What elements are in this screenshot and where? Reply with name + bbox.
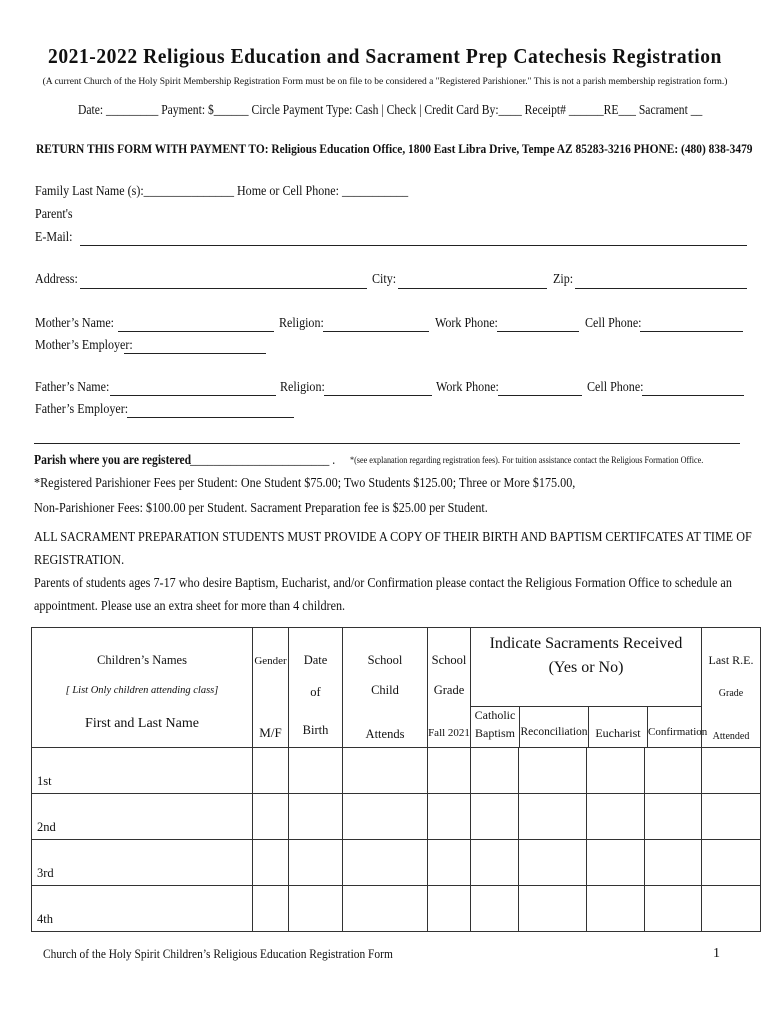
father-work-phone-field[interactable] [498, 395, 582, 396]
grade-label: Grade [433, 683, 465, 697]
table-cell[interactable] [428, 886, 471, 932]
gender-header [253, 628, 289, 748]
mother-cell-phone-field[interactable] [640, 331, 743, 332]
table-cell[interactable] [702, 794, 761, 840]
address-label: Address: [35, 272, 78, 287]
table-row [32, 794, 761, 840]
zip-field[interactable] [575, 288, 747, 289]
school-label: School [367, 653, 403, 667]
table-cell[interactable] [428, 748, 471, 794]
reconciliation-label: Reconciliation [520, 726, 588, 738]
table-row [32, 840, 761, 886]
school-grade-school-label: School [431, 653, 467, 667]
father-name-label: Father’s Name: [35, 380, 110, 395]
table-cell[interactable] [519, 840, 587, 886]
row-label: 3rd [37, 866, 54, 880]
address-field[interactable] [80, 288, 367, 289]
father-name-field[interactable] [110, 395, 276, 396]
table-cell[interactable] [343, 840, 428, 886]
eucharist-label: Eucharist [595, 726, 641, 740]
sacraments-header [471, 628, 708, 748]
yes-no-label: (Yes or No) [548, 659, 624, 676]
eucharist-header [589, 707, 648, 747]
child-name-cell[interactable] [32, 748, 253, 794]
table-cell[interactable] [289, 840, 343, 886]
gender-label: Gender [254, 655, 287, 667]
mother-work-phone-label: Work Phone: [435, 316, 498, 331]
table-cell[interactable] [471, 748, 519, 794]
form-subtitle: (A current Church of the Holy Spirit Membership Registration Form must be on file to be considered a "Registered Parishioner." This is not a parish membership registration form.) [42, 77, 728, 87]
table-row [32, 886, 761, 932]
baptism-label: Baptism [474, 726, 515, 740]
birth-label: Birth [302, 723, 329, 737]
mother-cell-phone-label: Cell Phone: [585, 316, 642, 331]
list-only-note: [ List Only children attending class] [65, 685, 219, 696]
table-cell[interactable] [471, 794, 519, 840]
table-cell[interactable] [471, 840, 519, 886]
row-label: 4th [37, 912, 53, 926]
table-cell[interactable] [289, 886, 343, 932]
table-row [32, 748, 761, 794]
child-label: Child [371, 683, 399, 697]
table-cell[interactable] [587, 886, 645, 932]
father-cell-phone-label: Cell Phone: [587, 380, 644, 395]
children-names-label: Children’s Names [97, 653, 187, 667]
email-label: E-Mail: [35, 230, 73, 245]
row-label: 1st [37, 774, 52, 788]
father-work-phone-label: Work Phone: [436, 380, 499, 395]
table-header-row [32, 628, 761, 748]
city-label: City: [372, 272, 397, 287]
child-name-cell[interactable] [32, 794, 253, 840]
table-cell[interactable] [587, 840, 645, 886]
return-address: RETURN THIS FORM WITH PAYMENT TO: Religious Education Office, 1800 East Libra Drive, Tempe AZ 85283-3216 PHONE: (480) 838-3479 [36, 141, 753, 156]
father-religion-label: Religion: [280, 380, 325, 395]
confirmation-label: Confirmation [648, 726, 708, 738]
reconciliation-header [520, 707, 589, 747]
last-re-label: Last R.E. [708, 653, 754, 667]
table-cell[interactable] [519, 794, 587, 840]
of-label: of [310, 685, 321, 699]
page-footer: Church of the Holy Spirit Children’s Religious Education Registration Form [43, 946, 393, 961]
first-last-name-label: First and Last Name [85, 716, 199, 731]
fall-2021-label: Fall 2021 [428, 727, 470, 739]
table-cell[interactable] [253, 748, 289, 794]
school-child-attends-header [343, 628, 428, 748]
mf-label: M/F [259, 725, 282, 740]
last-grade-label: Grade [718, 688, 744, 699]
non-parishioner-fees: Non-Parishioner Fees: $100.00 per Student. Sacrament Preparation fee is $25.00 per Student. [34, 500, 488, 515]
table-cell[interactable] [343, 886, 428, 932]
indicate-sacraments-label: Indicate Sacraments Received [489, 635, 683, 652]
parish-field[interactable]: ________________________ . [190, 452, 336, 467]
form-title: 2021-2022 Religious Education and Sacrament Prep Catechesis Registration [48, 44, 722, 68]
table-cell[interactable] [587, 748, 645, 794]
mother-name-field[interactable] [118, 331, 274, 332]
table-cell[interactable] [343, 794, 428, 840]
parents-instructions-cont: appointment. Please use an extra sheet for more than 4 children. [34, 598, 346, 613]
parents-instructions: Parents of students ages 7-17 who desire Baptism, Eucharist, and/or Confirmation please contact the Religious Formation Office to schedule an [34, 575, 732, 590]
mother-employer-field[interactable] [124, 353, 266, 354]
table-cell[interactable] [428, 794, 471, 840]
father-employer-label: Father’s Employer: [35, 402, 129, 417]
parents-label: Parent's [35, 207, 73, 222]
mother-religion-label: Religion: [279, 316, 324, 331]
school-grade-header [428, 628, 471, 748]
mother-work-phone-field[interactable] [497, 331, 579, 332]
mother-religion-field[interactable] [323, 331, 429, 332]
table-cell[interactable] [253, 840, 289, 886]
table-cell[interactable] [587, 794, 645, 840]
table-cell[interactable] [253, 794, 289, 840]
confirmation-header [648, 707, 708, 747]
table-cell[interactable] [289, 748, 343, 794]
child-name-cell[interactable] [32, 840, 253, 886]
certificate-notice-cont: REGISTRATION. [34, 552, 125, 567]
table-cell[interactable] [519, 748, 587, 794]
table-cell[interactable] [428, 840, 471, 886]
zip-label: Zip: [553, 272, 574, 287]
catholic-baptism-header [471, 707, 520, 747]
email-field[interactable] [80, 245, 747, 246]
father-religion-field[interactable] [324, 395, 432, 396]
family-last-name-field[interactable]: Family Last Name (s):_______________ Home or Cell Phone: ___________ [35, 184, 409, 199]
attends-label: Attends [365, 727, 405, 741]
table-cell[interactable] [702, 748, 761, 794]
last-re-grade-header [702, 628, 761, 748]
registered-fees: *Registered Parishioner Fees per Student: One Student $75.00; Two Students $125.00; Three or More $175.00, [34, 475, 576, 490]
row-label: 2nd [37, 820, 56, 834]
child-name-cell[interactable] [32, 886, 253, 932]
table-cell[interactable] [471, 886, 519, 932]
father-cell-phone-field[interactable] [642, 395, 744, 396]
table-cell[interactable] [645, 748, 702, 794]
children-names-header [32, 628, 253, 748]
mother-employer-label: Mother’s Employer: [35, 338, 133, 353]
table-cell[interactable] [645, 886, 702, 932]
attended-label: Attended [712, 731, 750, 742]
date-label: Date [303, 653, 328, 667]
parish-label: Parish where you are registered [34, 452, 192, 467]
mother-name-label: Mother’s Name: [35, 316, 115, 331]
father-employer-field[interactable] [127, 417, 294, 418]
office-use-line: Date: _________ Payment: $______ Circle Payment Type: Cash | Check | Credit Card By:____ Receipt# ______RE___ Sacrament __ [78, 102, 703, 117]
table-cell[interactable] [289, 794, 343, 840]
date-of-birth-header [289, 628, 343, 748]
table-cell[interactable] [519, 886, 587, 932]
certificate-notice: ALL SACRAMENT PREPARATION STUDENTS MUST PROVIDE A COPY OF THEIR BIRTH AND BAPTISM CERTIFCATES AT TIME OF [34, 529, 752, 544]
section-divider [34, 443, 740, 444]
city-field[interactable] [398, 288, 547, 289]
table-cell[interactable] [645, 794, 702, 840]
table-cell[interactable] [343, 748, 428, 794]
children-table [31, 627, 761, 932]
table-cell[interactable] [253, 886, 289, 932]
table-cell[interactable] [702, 886, 761, 932]
table-cell[interactable] [645, 840, 702, 886]
parish-note: *(see explanation regarding registration fees). For tuition assistance contact the Religious Formation Office. [350, 456, 704, 466]
table-cell[interactable] [702, 840, 761, 886]
page-number: 1 [713, 946, 720, 961]
catholic-label: Catholic [474, 708, 516, 722]
